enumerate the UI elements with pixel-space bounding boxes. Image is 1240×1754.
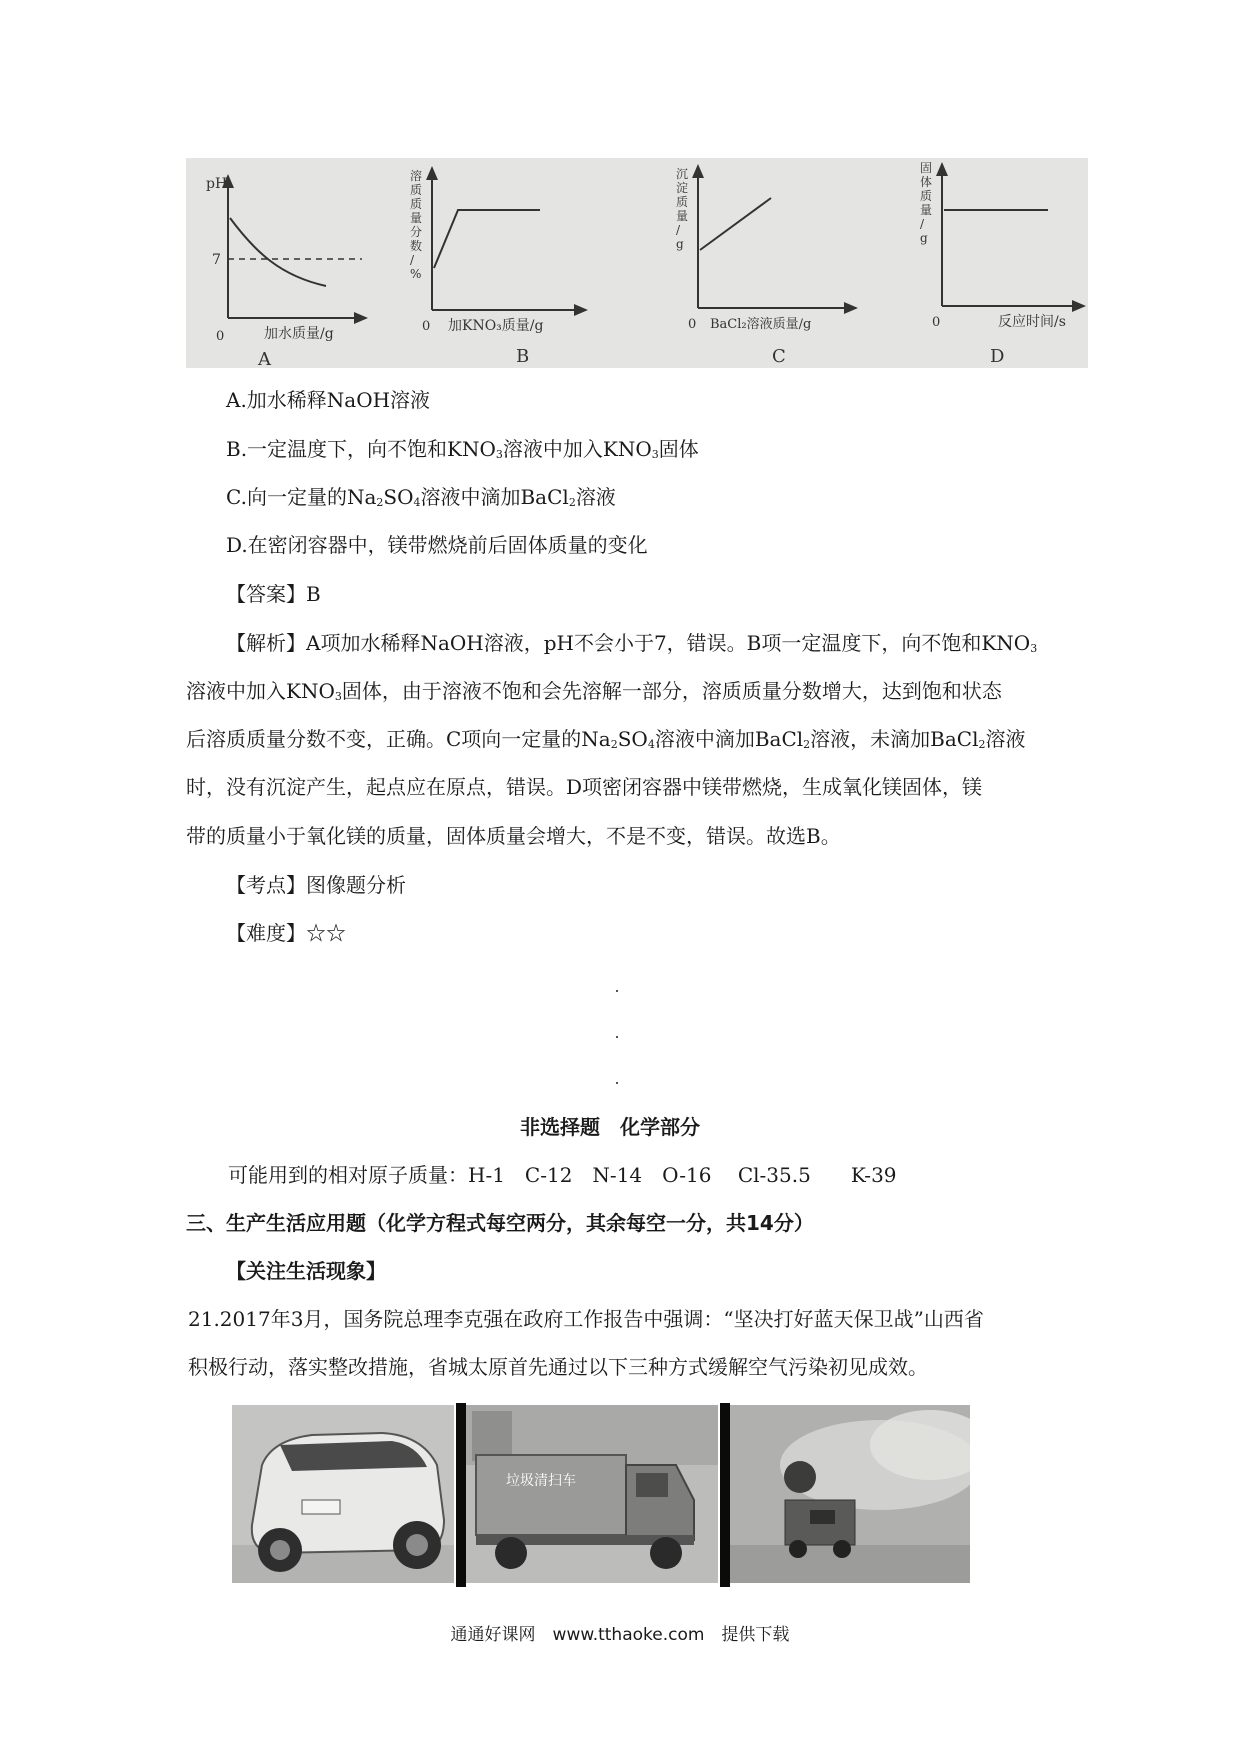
option-b-text-2: 溶液中加入KNO — [502, 437, 652, 461]
stray-dot — [616, 1036, 618, 1038]
graph-d-letter: D — [990, 346, 1005, 367]
subscript: 2 — [610, 738, 618, 751]
graph-a-letter: A — [258, 349, 271, 368]
graph-a-ylabel: pH — [206, 176, 228, 192]
analysis-text: 溶液 — [985, 727, 1026, 751]
graph-figure-strip — [186, 158, 1088, 368]
graph-c-letter: C — [772, 346, 786, 367]
graph-b-xlabel: 加KNO₃质量/g — [448, 318, 544, 334]
answer: 【答案】B — [226, 582, 321, 606]
graph-a-xlabel: 加水质量/g — [264, 326, 334, 342]
analysis-text: 溶液中滴加BaCl — [654, 727, 804, 751]
kaodian: 【考点】图像题分析 — [226, 873, 406, 897]
photo-electric-car — [232, 1405, 454, 1583]
option-b — [226, 434, 699, 470]
subscript: 3 — [1030, 642, 1038, 655]
subscript: 3 — [651, 448, 659, 461]
focus-heading: 【关注生活现象】 — [226, 1259, 386, 1283]
footer: 通通好课网 www.tthaoke.com 提供下载 — [450, 1625, 790, 1645]
graph-b-curve — [434, 210, 540, 268]
option-d: D.在密闭容器中，镁带燃烧前后固体质量的变化 — [226, 533, 648, 557]
question-21-line-2: 积极行动，落实整改措施，省城太原首先通过以下三种方式缓解空气污染初见成效。 — [188, 1355, 928, 1379]
option-c-text-1: C.向一定量的Na — [226, 485, 377, 509]
graph-d-xlabel: 反应时间/s — [998, 314, 1066, 330]
graph-d-origin: 0 — [932, 315, 941, 330]
difficulty: 【难度】☆☆ — [226, 921, 346, 945]
subscript: 2 — [978, 738, 986, 751]
option-b-text-1: B.一定温度下，向不饱和KNO — [226, 437, 496, 461]
part-three-heading: 三、生产生活应用题（化学方程式每空两分，其余每空一分，共14分） — [186, 1211, 814, 1235]
fog-cannon-illustration — [730, 1405, 970, 1583]
atomic-masses: 可能用到的相对原子质量：H-1 C-12 N-14 O-16 Cl-35.5 K-39 — [228, 1163, 897, 1187]
photo-street-sweeper — [466, 1405, 718, 1583]
subscript: 2 — [568, 496, 576, 509]
photo-fog-cannon — [730, 1405, 970, 1583]
stray-dot — [616, 1082, 618, 1084]
graph-a — [206, 176, 366, 368]
graph-a-tick-7: 7 — [212, 252, 221, 268]
option-b-text-3: 固体 — [658, 437, 699, 461]
subscript: 2 — [376, 496, 384, 509]
analysis-text: 溶液中加入KNO — [186, 679, 335, 703]
graph-a-origin: 0 — [216, 329, 225, 344]
graphs-svg — [186, 158, 1088, 368]
graph-a-curve — [230, 218, 326, 286]
subscript: 2 — [803, 738, 811, 751]
analysis-line-5: 带的质量小于氧化镁的质量，固体质量会增大，不是不变，错误。故选B。 — [186, 824, 841, 848]
graph-b-origin: 0 — [422, 319, 431, 334]
option-c-text-3: 溶液中滴加BaCl — [420, 485, 569, 509]
graph-b — [410, 168, 586, 367]
option-c-text-4: 溶液 — [575, 485, 616, 509]
analysis-text: 溶液，未滴加BaCl — [810, 727, 979, 751]
graph-b-ylabel: 溶 质 质 量 分 数 / % — [410, 169, 423, 281]
photo-divider — [720, 1403, 730, 1587]
graph-c-origin: 0 — [688, 317, 697, 332]
graph-c-curve — [700, 198, 771, 250]
option-c — [226, 482, 616, 518]
subscript: 4 — [647, 738, 655, 751]
stray-dot — [616, 990, 618, 992]
analysis-text: 后溶质质量分数不变，正确。C项向一定量的Na — [186, 727, 611, 751]
graph-c-xlabel: BaCl₂溶液质量/g — [710, 317, 812, 332]
car-illustration — [232, 1405, 454, 1583]
analysis-text: 【解析】A项加水稀释NaOH溶液，pH不会小于7，错误。B项一定温度下，向不饱和KNO — [226, 631, 1031, 655]
analysis-line-3 — [186, 724, 1026, 760]
graph-b-letter: B — [516, 346, 530, 367]
analysis-line-4: 时，没有沉淀产生，起点应在原点，错误。D项密闭容器中镁带燃烧，生成氧化镁固体，镁 — [186, 775, 983, 799]
subscript: 3 — [334, 690, 342, 703]
option-a: A.加水稀释NaOH溶液 — [226, 388, 431, 412]
graph-c-ylabel: 沉 淀 质 量 / g — [676, 167, 689, 251]
subscript: 4 — [413, 496, 421, 509]
analysis-line-2 — [186, 676, 1002, 712]
analysis-text: 固体，由于溶液不饱和会先溶解一部分，溶质质量分数增大，达到饱和状态 — [341, 679, 1002, 703]
truck-illustration — [466, 1405, 718, 1583]
section-title: 非选择题 化学部分 — [520, 1115, 700, 1139]
analysis-line-1 — [226, 628, 1037, 664]
graph-c — [676, 166, 856, 367]
subscript: 3 — [495, 448, 503, 461]
graph-d — [920, 161, 1084, 367]
option-c-text-2: SO — [383, 485, 414, 509]
photo-divider — [456, 1403, 466, 1587]
analysis-text: SO — [617, 727, 648, 751]
truck-sign-text: 垃圾清扫车 — [506, 1473, 576, 1489]
question-21-line-1: 21.2017年3月，国务院总理李克强在政府工作报告中强调：“坚决打好蓝天保卫战”山西省 — [188, 1307, 984, 1331]
graph-d-ylabel: 固 体 质 量 / g — [920, 161, 933, 245]
